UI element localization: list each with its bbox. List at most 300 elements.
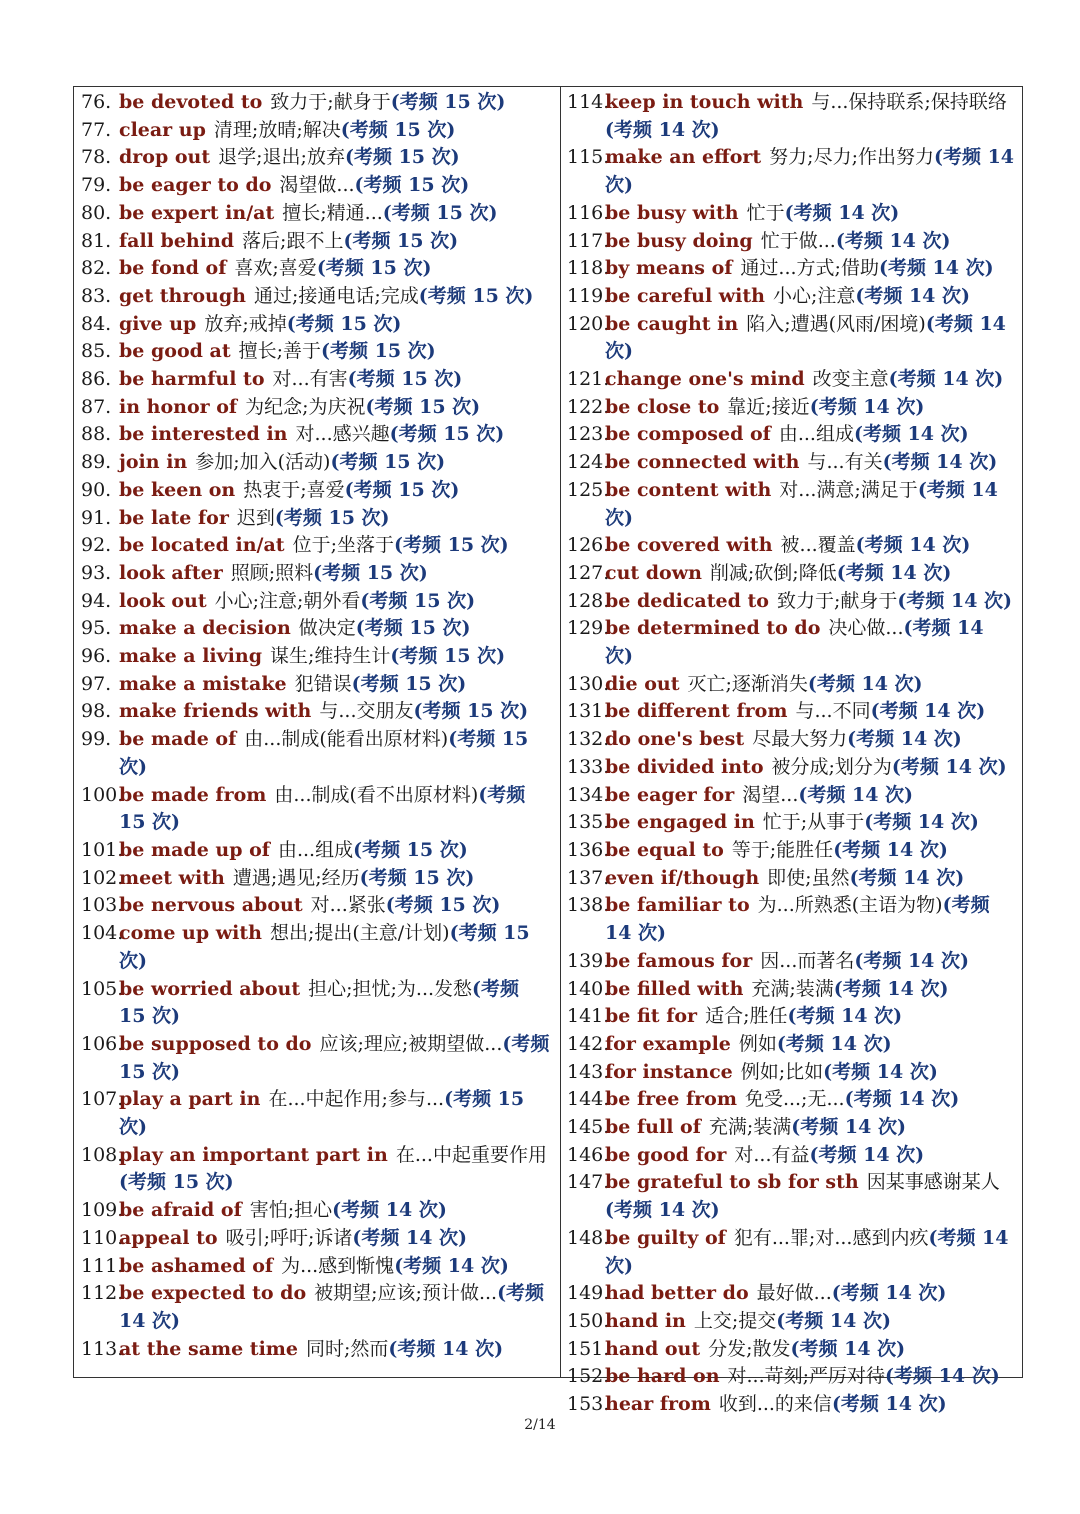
phrase-text: hand in xyxy=(605,1309,686,1332)
phrase-entry xyxy=(567,200,1017,228)
exam-frequency: (考频 14 次) xyxy=(809,395,925,418)
phrase-entry xyxy=(81,1086,551,1141)
entry-number: 122. xyxy=(567,395,610,418)
entry-body xyxy=(605,865,1017,893)
exam-frequency: (考频 14 次) xyxy=(849,866,965,889)
phrase-entry xyxy=(81,1336,551,1364)
entry-body xyxy=(605,1059,1017,1087)
phrase-text: be afraid of xyxy=(119,1199,242,1222)
phrase-meaning: 迟到 xyxy=(236,506,275,529)
phrase-entry xyxy=(567,421,1017,449)
phrase-entry xyxy=(81,421,551,449)
entry-number: 100. xyxy=(81,783,124,806)
entry-body xyxy=(119,394,551,422)
phrase-meaning: 擅长;善于 xyxy=(238,340,322,363)
phrase-meaning: 做决定 xyxy=(298,617,356,640)
entry-body xyxy=(119,283,551,311)
phrase-entry xyxy=(567,948,1017,976)
phrase-meaning: 与...不同 xyxy=(795,700,871,723)
entry-number: 135. xyxy=(567,811,610,834)
entry-number: 82. xyxy=(81,257,112,280)
entry-body xyxy=(119,837,551,865)
phrase-text: join in xyxy=(119,451,188,474)
exam-frequency: (考频 14 次) xyxy=(809,1143,925,1166)
phrase-entry xyxy=(567,615,1017,670)
exam-frequency: (考频 15 次) xyxy=(119,922,530,972)
phrase-entry xyxy=(81,1225,551,1253)
entry-number: 140. xyxy=(567,977,610,1000)
phrase-text: hear from xyxy=(605,1393,711,1416)
phrase-text: be eager for xyxy=(605,783,735,806)
phrase-entry xyxy=(567,311,1017,366)
entry-body xyxy=(119,200,551,228)
phrase-entry xyxy=(81,394,551,422)
exam-frequency: (考频 14 次) xyxy=(885,1365,1000,1388)
phrase-meaning: 忙于 xyxy=(746,201,785,224)
phrase-meaning: 削减;砍倒;降低 xyxy=(709,561,837,584)
entry-body xyxy=(605,1225,1017,1280)
phrase-entry xyxy=(567,283,1017,311)
exam-frequency: (考频 15 次) xyxy=(344,146,460,169)
phrase-meaning: 落后;跟不上 xyxy=(242,229,344,252)
phrase-entry xyxy=(567,976,1017,1004)
exam-frequency: (考频 14 次) xyxy=(787,1005,903,1028)
exam-frequency: (考频 14 次) xyxy=(864,811,979,834)
phrase-meaning: 犯错误 xyxy=(294,672,352,695)
phrase-entry xyxy=(567,1031,1017,1059)
entry-body xyxy=(119,1280,551,1335)
phrase-entry xyxy=(81,449,551,477)
phrase-text: be made from xyxy=(119,783,267,806)
phrase-text: make friends with xyxy=(119,700,312,723)
phrase-text: be caught in xyxy=(605,312,739,335)
phrase-entry xyxy=(567,865,1017,893)
phrase-entry xyxy=(81,920,551,975)
phrase-meaning: 致力于;献身于 xyxy=(270,91,391,113)
exam-frequency: (考频 14 次) xyxy=(605,118,720,141)
entry-number: 127. xyxy=(567,561,610,584)
phrase-meaning: 渴望做... xyxy=(279,174,355,197)
phrase-text: keep in touch with xyxy=(605,91,804,113)
phrase-text: clear up xyxy=(119,118,206,141)
phrase-meaning: 参加;加入(活动) xyxy=(195,451,331,474)
exam-frequency: (考频 15 次) xyxy=(286,312,402,335)
phrase-entry xyxy=(81,643,551,671)
exam-frequency: (考频 14 次) xyxy=(844,1088,960,1111)
entry-body xyxy=(605,394,1017,422)
phrase-meaning: 充满;装满 xyxy=(708,1116,792,1139)
entry-body xyxy=(119,588,551,616)
phrase-meaning: 吸引;呼吁;诉诸 xyxy=(225,1226,353,1249)
exam-frequency: (考频 15 次) xyxy=(119,728,529,778)
phrase-text: be keen on xyxy=(119,478,236,501)
phrase-entry xyxy=(567,892,1017,947)
entry-body xyxy=(119,1225,551,1253)
entry-body xyxy=(119,976,551,1031)
phrase-entry xyxy=(567,1086,1017,1114)
phrase-entry xyxy=(567,754,1017,782)
entry-number: 114. xyxy=(567,91,610,113)
right-column xyxy=(567,89,1017,1419)
entry-number: 81. xyxy=(81,229,112,252)
phrase-text: appeal to xyxy=(119,1226,218,1249)
phrase-meaning: 适合;胜任 xyxy=(705,1005,788,1028)
exam-frequency: (考频 14 次) xyxy=(854,949,970,972)
phrase-text: be harmful to xyxy=(119,368,265,391)
entry-body xyxy=(605,228,1017,256)
phrase-text: be ashamed of xyxy=(119,1254,274,1277)
phrase-text: be made up of xyxy=(119,838,270,861)
phrase-entry xyxy=(567,560,1017,588)
exam-frequency: (考频 15 次) xyxy=(359,866,475,889)
phrase-entry xyxy=(81,1253,551,1281)
phrase-entry xyxy=(567,144,1017,199)
entry-number: 110. xyxy=(81,1226,124,1249)
entry-body xyxy=(119,338,551,366)
phrase-entry xyxy=(567,1336,1017,1364)
phrase-entry xyxy=(81,865,551,893)
phrase-meaning: 由...制成(能看出原材料) xyxy=(244,728,449,751)
phrase-entry xyxy=(567,782,1017,810)
phrase-meaning: 害怕;担心 xyxy=(249,1199,333,1222)
exam-frequency: (考频 14 次) xyxy=(823,1060,938,1083)
entry-body xyxy=(605,1363,1017,1391)
phrase-entry xyxy=(81,615,551,643)
phrase-meaning: 应该;理应;被期望做... xyxy=(319,1032,503,1055)
entry-number: 128. xyxy=(567,589,610,612)
phrase-entry xyxy=(567,449,1017,477)
exam-frequency: (考频 14 次) xyxy=(605,894,990,945)
entry-body xyxy=(605,255,1017,283)
entry-body xyxy=(605,449,1017,477)
phrase-meaning: 等于;能胜任 xyxy=(731,838,834,861)
phrase-meaning: 例如;比如 xyxy=(740,1060,824,1083)
phrase-text: at the same time xyxy=(119,1337,298,1360)
entry-number: 139. xyxy=(567,949,610,972)
entry-body xyxy=(605,1003,1017,1031)
phrase-meaning: 充满;装满 xyxy=(751,977,834,1000)
phrase-meaning: 在...中起作用;参与... xyxy=(268,1088,445,1111)
entry-number: 145. xyxy=(567,1116,610,1139)
entry-number: 90. xyxy=(81,478,112,501)
entry-body xyxy=(119,1031,551,1086)
phrase-text: for example xyxy=(605,1032,731,1055)
phrase-text: play an important part in xyxy=(119,1143,388,1166)
phrase-meaning: 例如 xyxy=(738,1032,777,1055)
phrase-meaning: 尽最大努力 xyxy=(752,728,848,751)
phrase-text: do one's best xyxy=(605,728,745,751)
phrase-text: by means of xyxy=(605,257,733,280)
exam-frequency: (考频 14 次) xyxy=(605,617,984,668)
exam-frequency: (考频 14 次) xyxy=(332,1199,447,1222)
exam-frequency: (考频 15 次) xyxy=(390,91,506,113)
exam-frequency: (考频 15 次) xyxy=(313,561,428,584)
entry-body xyxy=(119,89,551,117)
phrase-text: make an effort xyxy=(605,146,762,169)
phrase-meaning: 对...有益 xyxy=(734,1143,810,1166)
exam-frequency: (考频 15 次) xyxy=(316,257,432,280)
phrase-text: be fond of xyxy=(119,257,227,280)
exam-frequency: (考频 15 次) xyxy=(119,1032,550,1083)
phrase-text: even if/though xyxy=(605,866,760,889)
entry-body xyxy=(605,976,1017,1004)
entry-number: 89. xyxy=(81,451,112,474)
entry-body xyxy=(605,1308,1017,1336)
phrase-entry xyxy=(81,1280,551,1335)
entry-body xyxy=(605,283,1017,311)
phrase-entry xyxy=(81,588,551,616)
exam-frequency: (考频 15 次) xyxy=(418,284,534,307)
exam-frequency: (考频 15 次) xyxy=(119,977,520,1028)
entry-number: 87. xyxy=(81,395,112,418)
phrase-entry xyxy=(81,255,551,283)
exam-frequency: (考频 15 次) xyxy=(389,423,505,446)
entry-number: 150. xyxy=(567,1309,610,1332)
phrase-entry xyxy=(81,144,551,172)
exam-frequency: (考频 15 次) xyxy=(343,229,459,252)
phrase-text: be determined to do xyxy=(605,617,821,640)
entry-number: 95. xyxy=(81,617,112,640)
exam-frequency: (考频 15 次) xyxy=(382,201,498,224)
phrase-text: be free from xyxy=(605,1088,737,1111)
exam-frequency: (考频 14 次) xyxy=(847,728,962,751)
entry-body xyxy=(605,560,1017,588)
exam-frequency: (考频 14 次) xyxy=(855,534,971,557)
phrase-text: be guilty of xyxy=(605,1226,726,1249)
phrase-entry xyxy=(567,366,1017,394)
exam-frequency: (考频 14 次) xyxy=(388,1337,504,1360)
exam-frequency: (考频 15 次) xyxy=(353,838,468,861)
exam-frequency: (考频 15 次) xyxy=(119,783,526,834)
phrase-text: be covered with xyxy=(605,534,773,557)
phrase-entry xyxy=(81,228,551,256)
phrase-meaning: 与...保持联系;保持联络 xyxy=(811,91,1007,113)
phrase-entry xyxy=(567,698,1017,726)
phrase-meaning: 清理;放晴;解决 xyxy=(213,118,341,141)
exam-frequency: (考频 15 次) xyxy=(321,340,436,363)
phrase-text: be divided into xyxy=(605,755,764,778)
phrase-entry xyxy=(567,1142,1017,1170)
phrase-text: be familiar to xyxy=(605,894,750,917)
entry-number: 130. xyxy=(567,672,610,695)
exam-frequency: (考频 15 次) xyxy=(344,478,460,501)
phrase-meaning: 最好做... xyxy=(756,1282,832,1305)
phrase-entry xyxy=(567,1169,1017,1224)
exam-frequency: (考频 14 次) xyxy=(119,1282,545,1332)
phrase-meaning: 小心;注意;朝外看 xyxy=(214,589,361,612)
entry-number: 78. xyxy=(81,146,112,169)
left-column xyxy=(81,89,551,1363)
entry-body xyxy=(119,698,551,726)
phrase-entry xyxy=(567,1114,1017,1142)
exam-frequency: (考频 14 次) xyxy=(605,1226,1009,1277)
entry-number: 132. xyxy=(567,728,610,751)
entry-number: 123. xyxy=(567,423,610,446)
phrase-entry xyxy=(567,726,1017,754)
entry-number: 93. xyxy=(81,561,112,584)
phrase-text: for instance xyxy=(605,1060,733,1083)
phrase-entry xyxy=(567,588,1017,616)
phrase-entry xyxy=(567,837,1017,865)
phrase-entry xyxy=(567,1059,1017,1087)
entry-number: 97. xyxy=(81,672,112,695)
entry-body xyxy=(119,726,551,781)
phrase-meaning: 忙于做... xyxy=(760,229,836,252)
exam-frequency: (考频 14 次) xyxy=(807,672,923,695)
phrase-text: be expected to do xyxy=(119,1282,307,1305)
entry-number: 85. xyxy=(81,340,112,363)
entry-body xyxy=(119,117,551,145)
entry-number: 136. xyxy=(567,838,610,861)
exam-frequency: (考频 15 次) xyxy=(340,118,456,141)
phrase-entry xyxy=(567,1391,1017,1419)
entry-number: 107. xyxy=(81,1088,124,1111)
phrase-entry xyxy=(81,1031,551,1086)
phrase-meaning: 免受...;无... xyxy=(744,1088,845,1111)
entry-body xyxy=(119,311,551,339)
entry-body xyxy=(605,311,1017,366)
entry-body xyxy=(119,782,551,837)
phrase-text: be busy with xyxy=(605,201,739,224)
phrase-entry xyxy=(567,477,1017,532)
entry-number: 104. xyxy=(81,922,124,945)
phrase-text: be equal to xyxy=(605,838,724,861)
phrase-meaning: 上交;提交 xyxy=(693,1309,777,1332)
entry-number: 137. xyxy=(567,866,610,889)
phrase-meaning: 通过;接通电话;完成 xyxy=(253,284,419,307)
phrase-text: play a part in xyxy=(119,1088,261,1111)
entry-number: 151. xyxy=(567,1337,610,1360)
phrase-meaning: 通过...方式;借助 xyxy=(740,257,879,280)
phrase-meaning: 陷入;遭遇(风雨/困境) xyxy=(746,312,926,335)
entry-number: 80. xyxy=(81,201,112,224)
entry-body xyxy=(119,1336,551,1364)
phrase-meaning: 靠近;接近 xyxy=(727,395,810,418)
phrase-meaning: 对...苛刻;严厉对待 xyxy=(727,1365,886,1388)
phrase-meaning: 擅长;精通... xyxy=(282,201,383,224)
phrase-meaning: 改变主意 xyxy=(812,368,889,391)
entry-number: 142. xyxy=(567,1032,610,1055)
exam-frequency: (考频 14 次) xyxy=(776,1032,892,1055)
entry-number: 76. xyxy=(81,91,112,113)
phrase-text: be famous for xyxy=(605,949,753,972)
exam-frequency: (考频 14 次) xyxy=(853,423,969,446)
exam-frequency: (考频 14 次) xyxy=(882,451,998,474)
entry-body xyxy=(605,366,1017,394)
exam-frequency: (考频 14 次) xyxy=(831,1393,947,1416)
phrase-entry xyxy=(81,726,551,781)
entry-body xyxy=(605,615,1017,670)
phrase-meaning: 被...覆盖 xyxy=(780,534,856,557)
phrase-text: give up xyxy=(119,312,197,335)
phrase-entry xyxy=(81,338,551,366)
entry-body xyxy=(605,837,1017,865)
exam-frequency: (考频 14 次) xyxy=(605,312,1006,363)
entry-body xyxy=(605,1086,1017,1114)
entry-body xyxy=(119,615,551,643)
phrase-entry xyxy=(567,1308,1017,1336)
phrase-meaning: 灭亡;逐渐消失 xyxy=(687,672,808,695)
phrase-entry xyxy=(81,976,551,1031)
phrase-entry xyxy=(81,892,551,920)
entry-body xyxy=(605,200,1017,228)
phrase-meaning: 即使;虽然 xyxy=(767,866,850,889)
phrase-text: be connected with xyxy=(605,451,800,474)
entry-number: 119. xyxy=(567,284,610,307)
exam-frequency: (考频 14 次) xyxy=(891,755,1007,778)
entry-number: 102. xyxy=(81,866,124,889)
exam-frequency: (考频 14 次) xyxy=(835,229,951,252)
phrase-meaning: 与...有关 xyxy=(807,451,883,474)
entry-number: 83. xyxy=(81,284,112,307)
phrase-meaning: 同时;然而 xyxy=(306,1337,389,1360)
phrase-meaning: 对...紧张 xyxy=(310,894,386,917)
phrase-entry xyxy=(81,283,551,311)
entry-body xyxy=(605,588,1017,616)
exam-frequency: (考频 15 次) xyxy=(119,1171,234,1194)
entry-number: 116. xyxy=(567,201,610,224)
exam-frequency: (考频 15 次) xyxy=(365,395,481,418)
entry-number: 149. xyxy=(567,1282,610,1305)
phrase-meaning: 小心;注意 xyxy=(772,284,856,307)
exam-frequency: (考频 14 次) xyxy=(605,1199,720,1222)
phrase-text: be worried about xyxy=(119,977,301,1000)
phrase-text: be eager to do xyxy=(119,174,272,197)
phrase-entry xyxy=(567,255,1017,283)
entry-body xyxy=(605,948,1017,976)
phrase-meaning: 渴望... xyxy=(742,783,799,806)
entry-body xyxy=(605,671,1017,699)
phrase-text: cut down xyxy=(605,561,702,584)
entry-body xyxy=(119,421,551,449)
phrase-text: die out xyxy=(605,672,680,695)
phrase-meaning: 对...感兴趣 xyxy=(295,423,390,446)
entry-body xyxy=(119,505,551,533)
phrase-entry xyxy=(81,89,551,117)
phrase-text: be devoted to xyxy=(119,91,263,113)
exam-frequency: (考频 15 次) xyxy=(394,534,509,557)
phrase-text: be good at xyxy=(119,340,231,363)
phrase-meaning: 位于;坐落于 xyxy=(292,534,394,557)
entry-body xyxy=(119,1142,551,1197)
entry-body xyxy=(119,1197,551,1225)
phrase-meaning: 担心;担忧;为...发愁 xyxy=(308,977,473,1000)
entry-body xyxy=(119,172,551,200)
entry-number: 134. xyxy=(567,783,610,806)
phrase-entry xyxy=(567,671,1017,699)
exam-frequency: (考频 15 次) xyxy=(354,174,470,197)
entry-body xyxy=(605,1114,1017,1142)
phrase-text: hand out xyxy=(605,1337,701,1360)
entry-body xyxy=(119,643,551,671)
entry-number: 141. xyxy=(567,1005,610,1028)
entry-body xyxy=(605,1142,1017,1170)
phrase-meaning: 与...交朋友 xyxy=(319,700,414,723)
phrase-text: be late for xyxy=(119,506,229,529)
entry-number: 120. xyxy=(567,312,610,335)
phrase-meaning: 热衷于;喜爱 xyxy=(243,478,345,501)
exam-frequency: (考频 15 次) xyxy=(347,368,463,391)
phrase-entry xyxy=(567,1003,1017,1031)
entry-body xyxy=(605,726,1017,754)
phrase-text: drop out xyxy=(119,146,211,169)
column-divider xyxy=(560,86,561,1378)
entry-body xyxy=(605,421,1017,449)
entry-number: 126. xyxy=(567,534,610,557)
entry-body xyxy=(605,892,1017,947)
entry-body xyxy=(119,255,551,283)
phrase-meaning: 由...制成(看不出原材料) xyxy=(274,783,479,806)
